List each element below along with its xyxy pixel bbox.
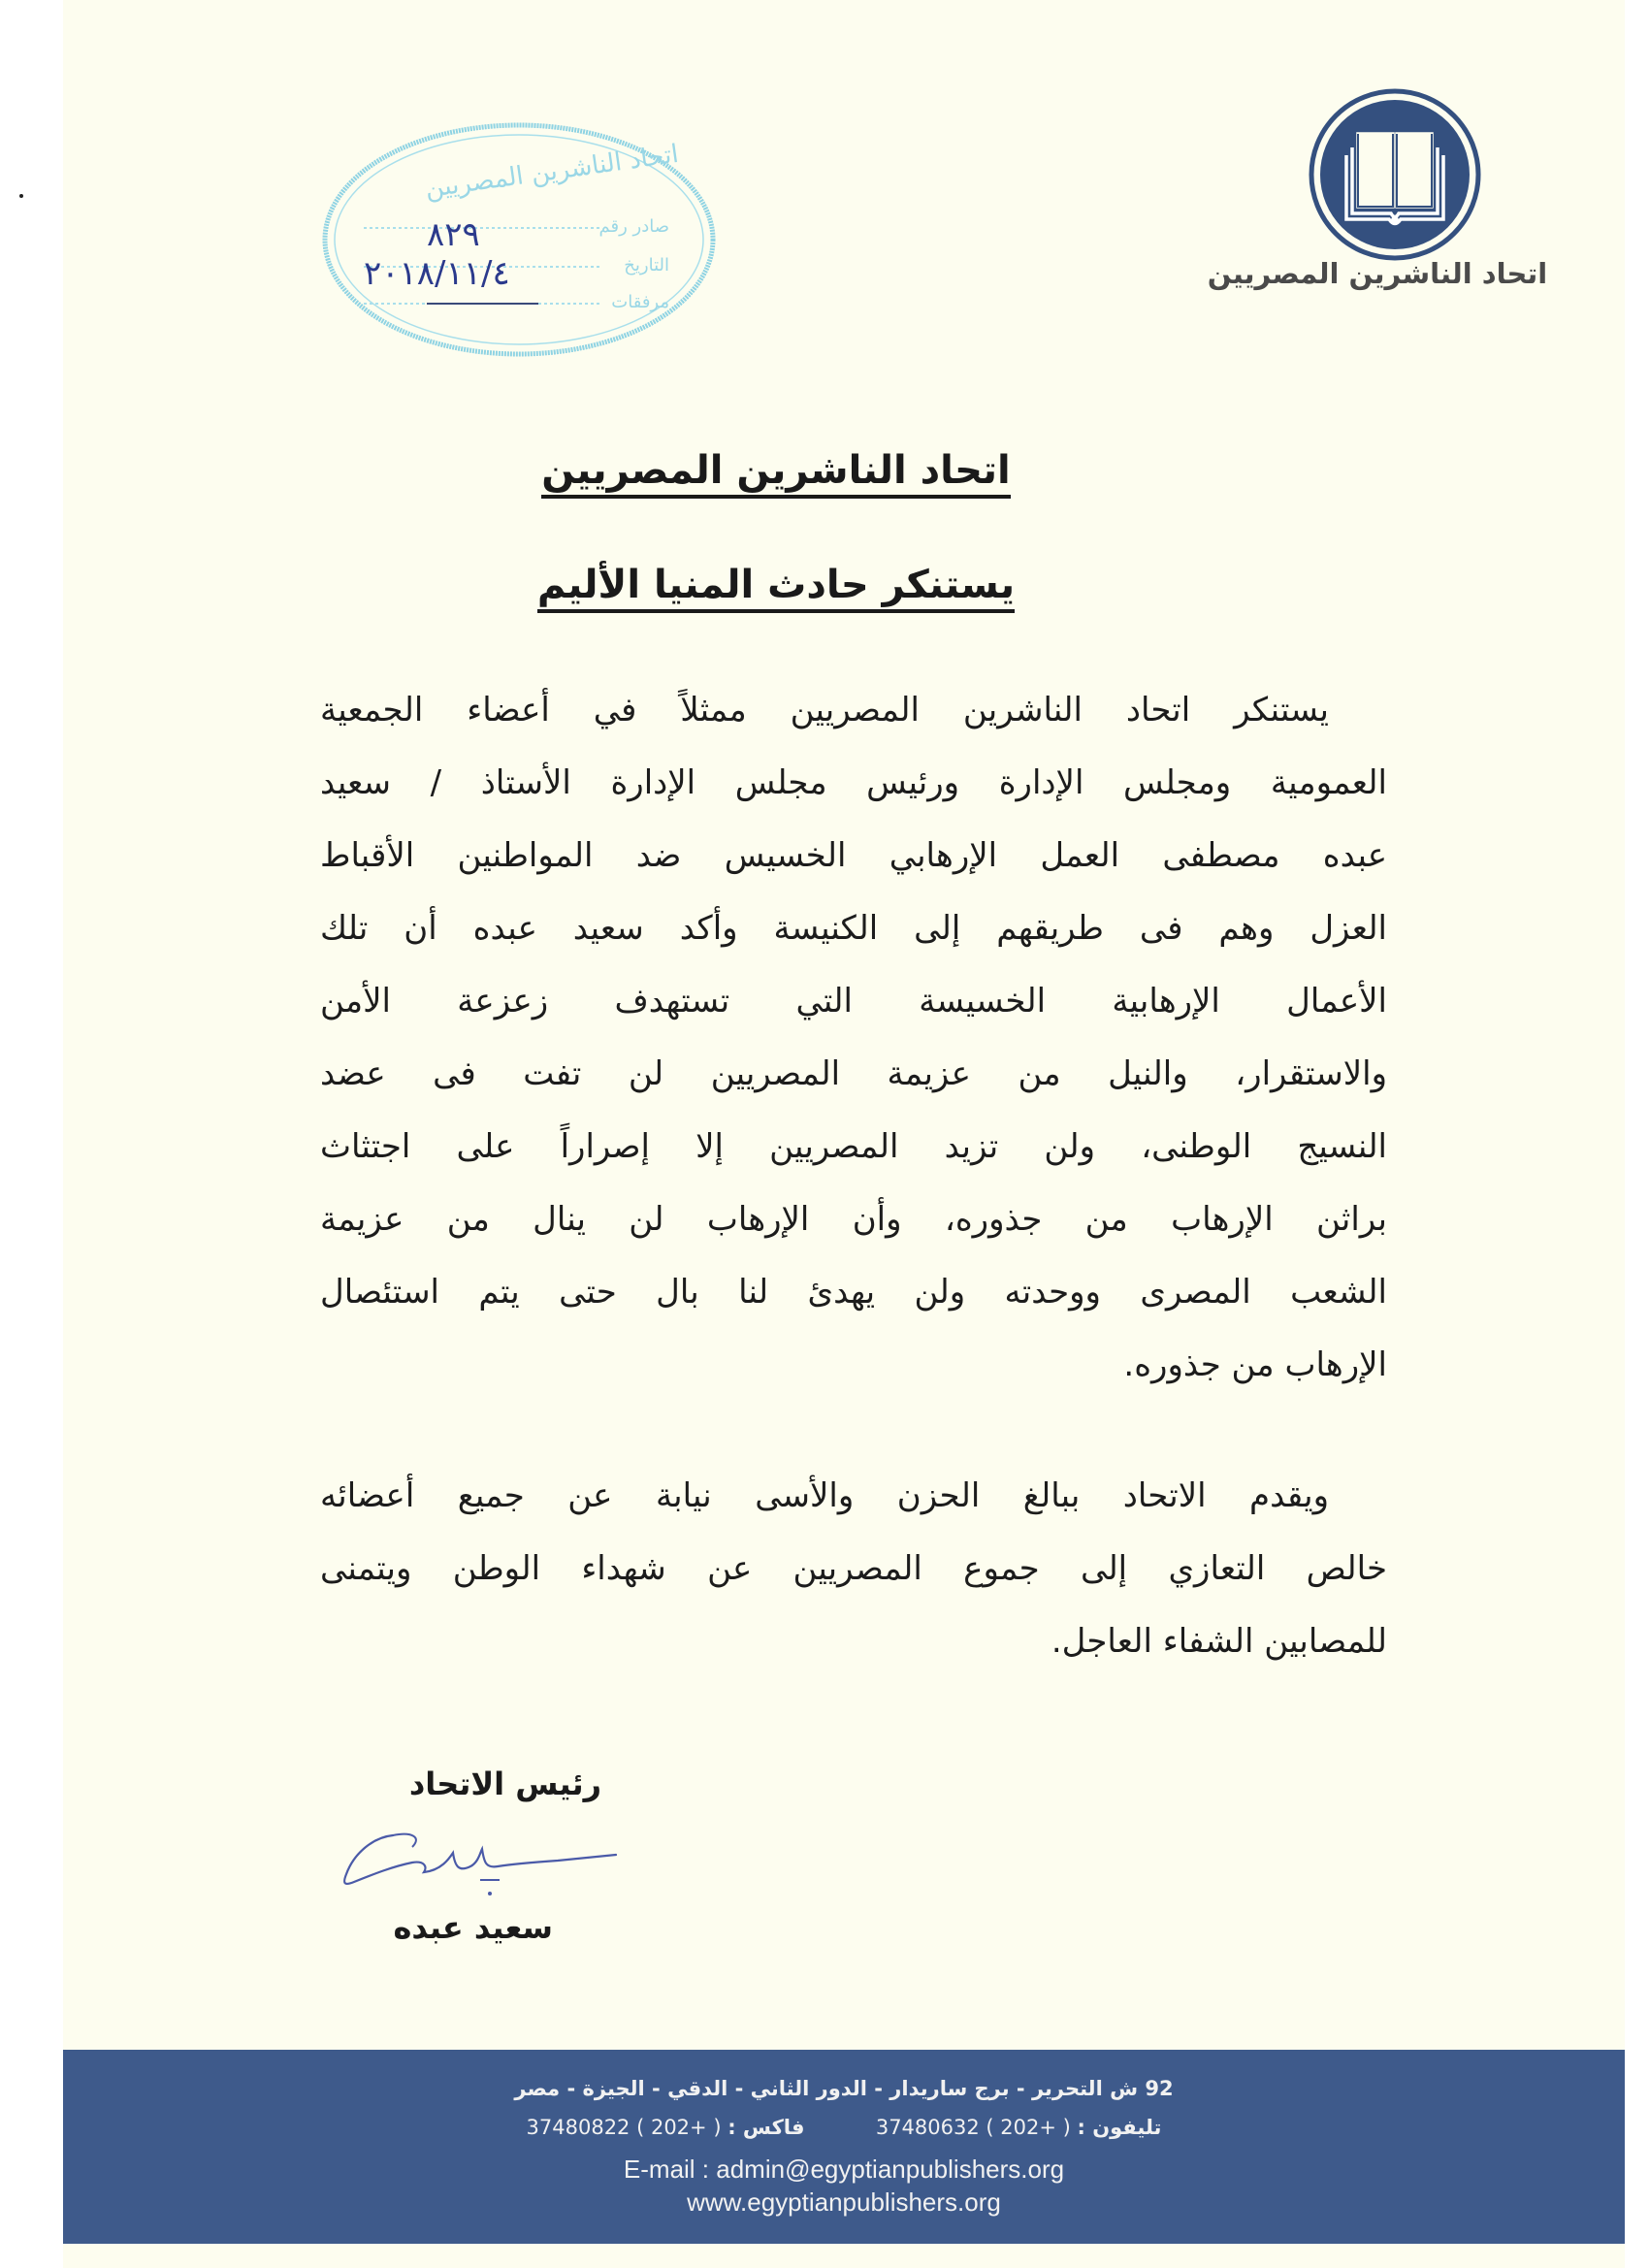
body-line: النسيج الوطنى، ولن تزيد المصريين إلا إصراراً على اجتثاث (320, 1127, 1387, 1166)
organization-logo (1308, 87, 1482, 262)
body-line: يستنكر اتحاد الناشرين المصريين ممثلاً في أعضاء الجمعية (320, 691, 1329, 729)
signatory-name: سعيد عبده (393, 1909, 553, 1946)
phone-number: 37480632 ( 202+ ) (875, 2116, 1071, 2139)
stamp-field-attachments: مرفقات (611, 292, 669, 312)
body-line: ويقدم الاتحاد ببالغ الحزن والأسى نيابة عن جميع أعضائه (320, 1476, 1329, 1515)
body-line: الأعمال الإرهابية الخسيسة التي تستهدف زعزعة الأمن (320, 982, 1387, 1021)
document-subtitle (485, 563, 1067, 607)
footer-contact-numbers (63, 2116, 1625, 2139)
title-line-1: اتحاد الناشرين المصريين (541, 448, 1010, 499)
stamp-outgoing-number: ٨٢٩ (427, 215, 480, 254)
stamp-header-text: اتحاد الناشرين المصريين (423, 139, 681, 205)
footer-website[interactable]: www.egyptianpublishers.org (687, 2187, 1001, 2217)
received-stamp (320, 112, 718, 369)
body-line: والاستقرار، والنيل من عزيمة المصريين لن تفت فى عضد (320, 1054, 1387, 1093)
body-line: عبده مصطفى العمل الإرهابي الخسيس ضد المواطنين الأقباط (320, 836, 1387, 875)
handwritten-signature (335, 1824, 626, 1901)
body-line: براثن الإرهاب من جذوره، وأن الإرهاب لن ينال من عزيمة (320, 1200, 1387, 1239)
body-paragraph-2 (320, 1476, 1387, 1695)
document-title (485, 448, 1067, 493)
fax-number: 37480822 ( 202+ ) (526, 2116, 722, 2139)
title-line-2: يستنكر حادث المنيا الأليم (537, 563, 1015, 613)
stamp-field-date: التاريخ (624, 255, 669, 275)
fax-label: فاكس : (728, 2116, 805, 2139)
scan-speck (19, 194, 23, 198)
signatory-title: رئيس الاتحاد (408, 1766, 601, 1802)
body-line: الإرهاب من جذوره. (1123, 1345, 1387, 1384)
logo-wordmark: اتحاد الناشرين المصريين (1207, 257, 1548, 290)
stamp-field-number: صادر رقم (598, 216, 669, 237)
footer-email[interactable]: E-mail : admin@egyptianpublishers.org (623, 2155, 1065, 2184)
body-line: العمومية ومجلس الإدارة ورئيس مجلس الإدارة الأستاذ / سعيد (320, 763, 1387, 802)
logo-disc (1320, 100, 1470, 249)
letterhead-footer (63, 2050, 1625, 2244)
body-line: للمصابين الشفاء العاجل. (1051, 1622, 1387, 1661)
body-paragraph-1 (320, 691, 1387, 1418)
body-line: العزل وهم فى طريقهم إلى الكنيسة وأكد سعيد عبده أن تلك (320, 909, 1387, 948)
stamp-date: ٢٠١٨/١١/٤ (364, 254, 510, 293)
phone-label: تليفون : (1077, 2116, 1162, 2139)
body-line: الشعب المصرى ووحدته ولن يهدئ لنا بال حتى يتم استئصال (320, 1273, 1387, 1312)
body-line: خالص التعازي إلى جموع المصريين عن شهداء الوطن ويتمنى (320, 1549, 1387, 1588)
footer-address: 92 ش التحرير - برج ساريدار - الدور الثاني - الدقي - الجيزة - مصر (514, 2077, 1174, 2100)
